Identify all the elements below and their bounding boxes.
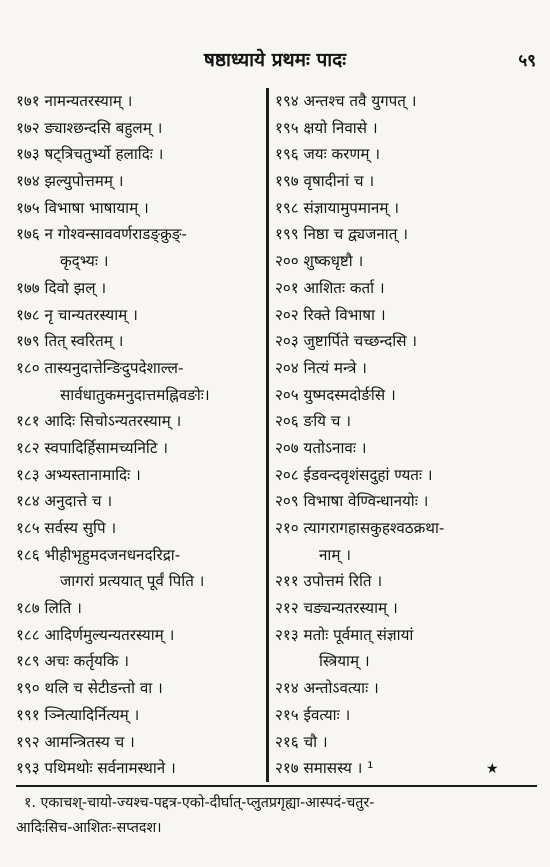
sutra-line: १९९ निष्ठा च द्व्यजनात् । (275, 225, 408, 244)
sutra-line: १९४ अन्तश्च तवै युगपत् । (275, 92, 417, 110)
sutra-line: १८१ आदिः सिचोऽन्यतरस्याम् । (16, 412, 182, 431)
sutra-line: २१६ चौ । (275, 732, 328, 751)
sutra-line: १८९ अचः कर्तृयकि । (16, 652, 129, 671)
sutra-line: १७७ दिवो झल् । (16, 278, 107, 297)
sutra-line: २०९ विभाषा वेण्विन्धानयोः । (275, 492, 429, 511)
page-number: ५९ (518, 51, 536, 71)
sutra-line: कृद्भ्यः । (60, 252, 109, 271)
sutra-line: २०८ ईडवन्दवृशंसदुहां ण्यतः । (275, 465, 433, 484)
sutra-line: १८० तास्यनुदात्तेन्ङिदुपदेशाल्ल- (16, 358, 184, 377)
sutra-line: २११ उपोत्तमं रिति । (275, 572, 383, 591)
sutra-line: १९८ संज्ञायामुपमानम् । (275, 198, 400, 217)
sutra-line: २०१ आशितः कर्ता । (275, 278, 385, 297)
sutra-line: २१० त्यागरागहासकुहश्वठक्रथा- (275, 519, 445, 537)
footnote-line: आदिःसिच-आशितः-सप्तदश। (16, 820, 162, 836)
sutra-line: २०२ रिक्ते विभाषा । (275, 305, 386, 324)
sutra-line: १७३ षट्त्रिचतुर्भ्यो हलादिः । (16, 145, 164, 164)
sutra-line: १७५ विभाषा भाषायाम् । (16, 198, 149, 217)
sutra-line: १८५ सर्वस्य सुपि । (16, 519, 117, 537)
column-divider (266, 88, 269, 782)
sutra-line: २१४ अन्तोऽवत्याः । (275, 679, 379, 698)
sutra-line: १७४ झल्युपोत्तमम् । (16, 172, 124, 191)
sutra-line: १८८ आदिर्णमुल्यन्यतरस्याम् । (16, 625, 175, 644)
sutra-line: २०६ ङयि च । (275, 412, 351, 431)
sutra-line: १८२ स्वपादिर्हिसामच्यनिटि । (16, 438, 169, 457)
sutra-line: १७९ तित् स्वरितम् । (16, 332, 124, 351)
sutra-line: १७८ नृ चान्यतरस्याम् । (16, 305, 138, 324)
sutra-line: जागरां प्रत्ययात् पूर्वं पिति । (60, 572, 205, 591)
sutra-line: १९० थलि च सेटीडन्तो वा । (16, 679, 163, 698)
sutra-line: २०० शुष्कधृष्टौ । (275, 252, 364, 271)
sutra-line: सार्वधातुकमनुदात्तमह्निवङोः। (60, 385, 210, 404)
sutra-line: १८४ अनुदात्ते च । (16, 492, 113, 511)
page-title: षष्ठाध्याये प्रथमः पादः (203, 49, 347, 71)
sutra-line: १७२ ङ्याश्छन्दसि बहुलम् । (16, 118, 163, 137)
sutra-line: १९१ ञ्नित्यादिर्नित्यम् । (16, 705, 140, 724)
sutra-line: १९७ वृषादीनां च । (275, 172, 375, 191)
page-header (0, 46, 550, 76)
sutra-line: २१२ चङ्यन्यतरस्याम् । (275, 599, 398, 618)
sutra-line: २१३ मतोः पूर्वमात् संज्ञायां (275, 625, 414, 644)
sutra-line: १९६ जयः करणम् । (275, 145, 381, 164)
sutra-line: १८६ भीहीभृहुमदजनधनदरिद्रा- (16, 545, 181, 564)
sutra-line: १७१ नामन्यतरस्याम् । (16, 92, 133, 110)
sutra-line: २०४ नित्यं मन्त्रे । (275, 358, 367, 377)
footnote (16, 791, 537, 841)
sutra-line: १८३ अभ्यस्तानामादिः । (16, 465, 141, 484)
sutra-line: २०३ जुष्टार्पिते चच्छन्दसि । (275, 332, 418, 351)
sutra-line: १८७ लिति । (16, 599, 82, 618)
right-sutra-column (275, 88, 537, 782)
sutra-line: १९५ क्षयो निवासे । (275, 118, 378, 137)
footnote-divider (16, 785, 537, 787)
sutra-line: १७६ न गोश्वन्साववर्णराडङ्क्रुङ्- (16, 225, 187, 244)
sutra-line: १९२ आमन्त्रितस्य च । (16, 732, 135, 751)
sutra-line: २०५ युष्मदस्मदोर्ङसि । (275, 385, 396, 404)
footnote-line: १. एकाचश्-चायो-ज्यश्च-पद्दत्र-एको-दीर्घात्-प्लुतप्रगृह्या-आस्पदं-चतुर- (24, 795, 375, 811)
sutra-line: २१७ समासस्य । ¹ (275, 759, 374, 778)
sutra-line: नाम् । (319, 545, 352, 564)
left-sutra-column (16, 88, 262, 782)
sutra-line: २०७ यतोऽनावः । (275, 438, 367, 457)
star-icon: ★ (486, 761, 499, 777)
sutra-line: स्त्रियाम् । (319, 652, 370, 671)
sutra-line: २१५ ईवत्याः । (275, 705, 351, 724)
sutra-line: १९३ पथिमथोः सर्वनामस्थाने । (16, 759, 176, 778)
